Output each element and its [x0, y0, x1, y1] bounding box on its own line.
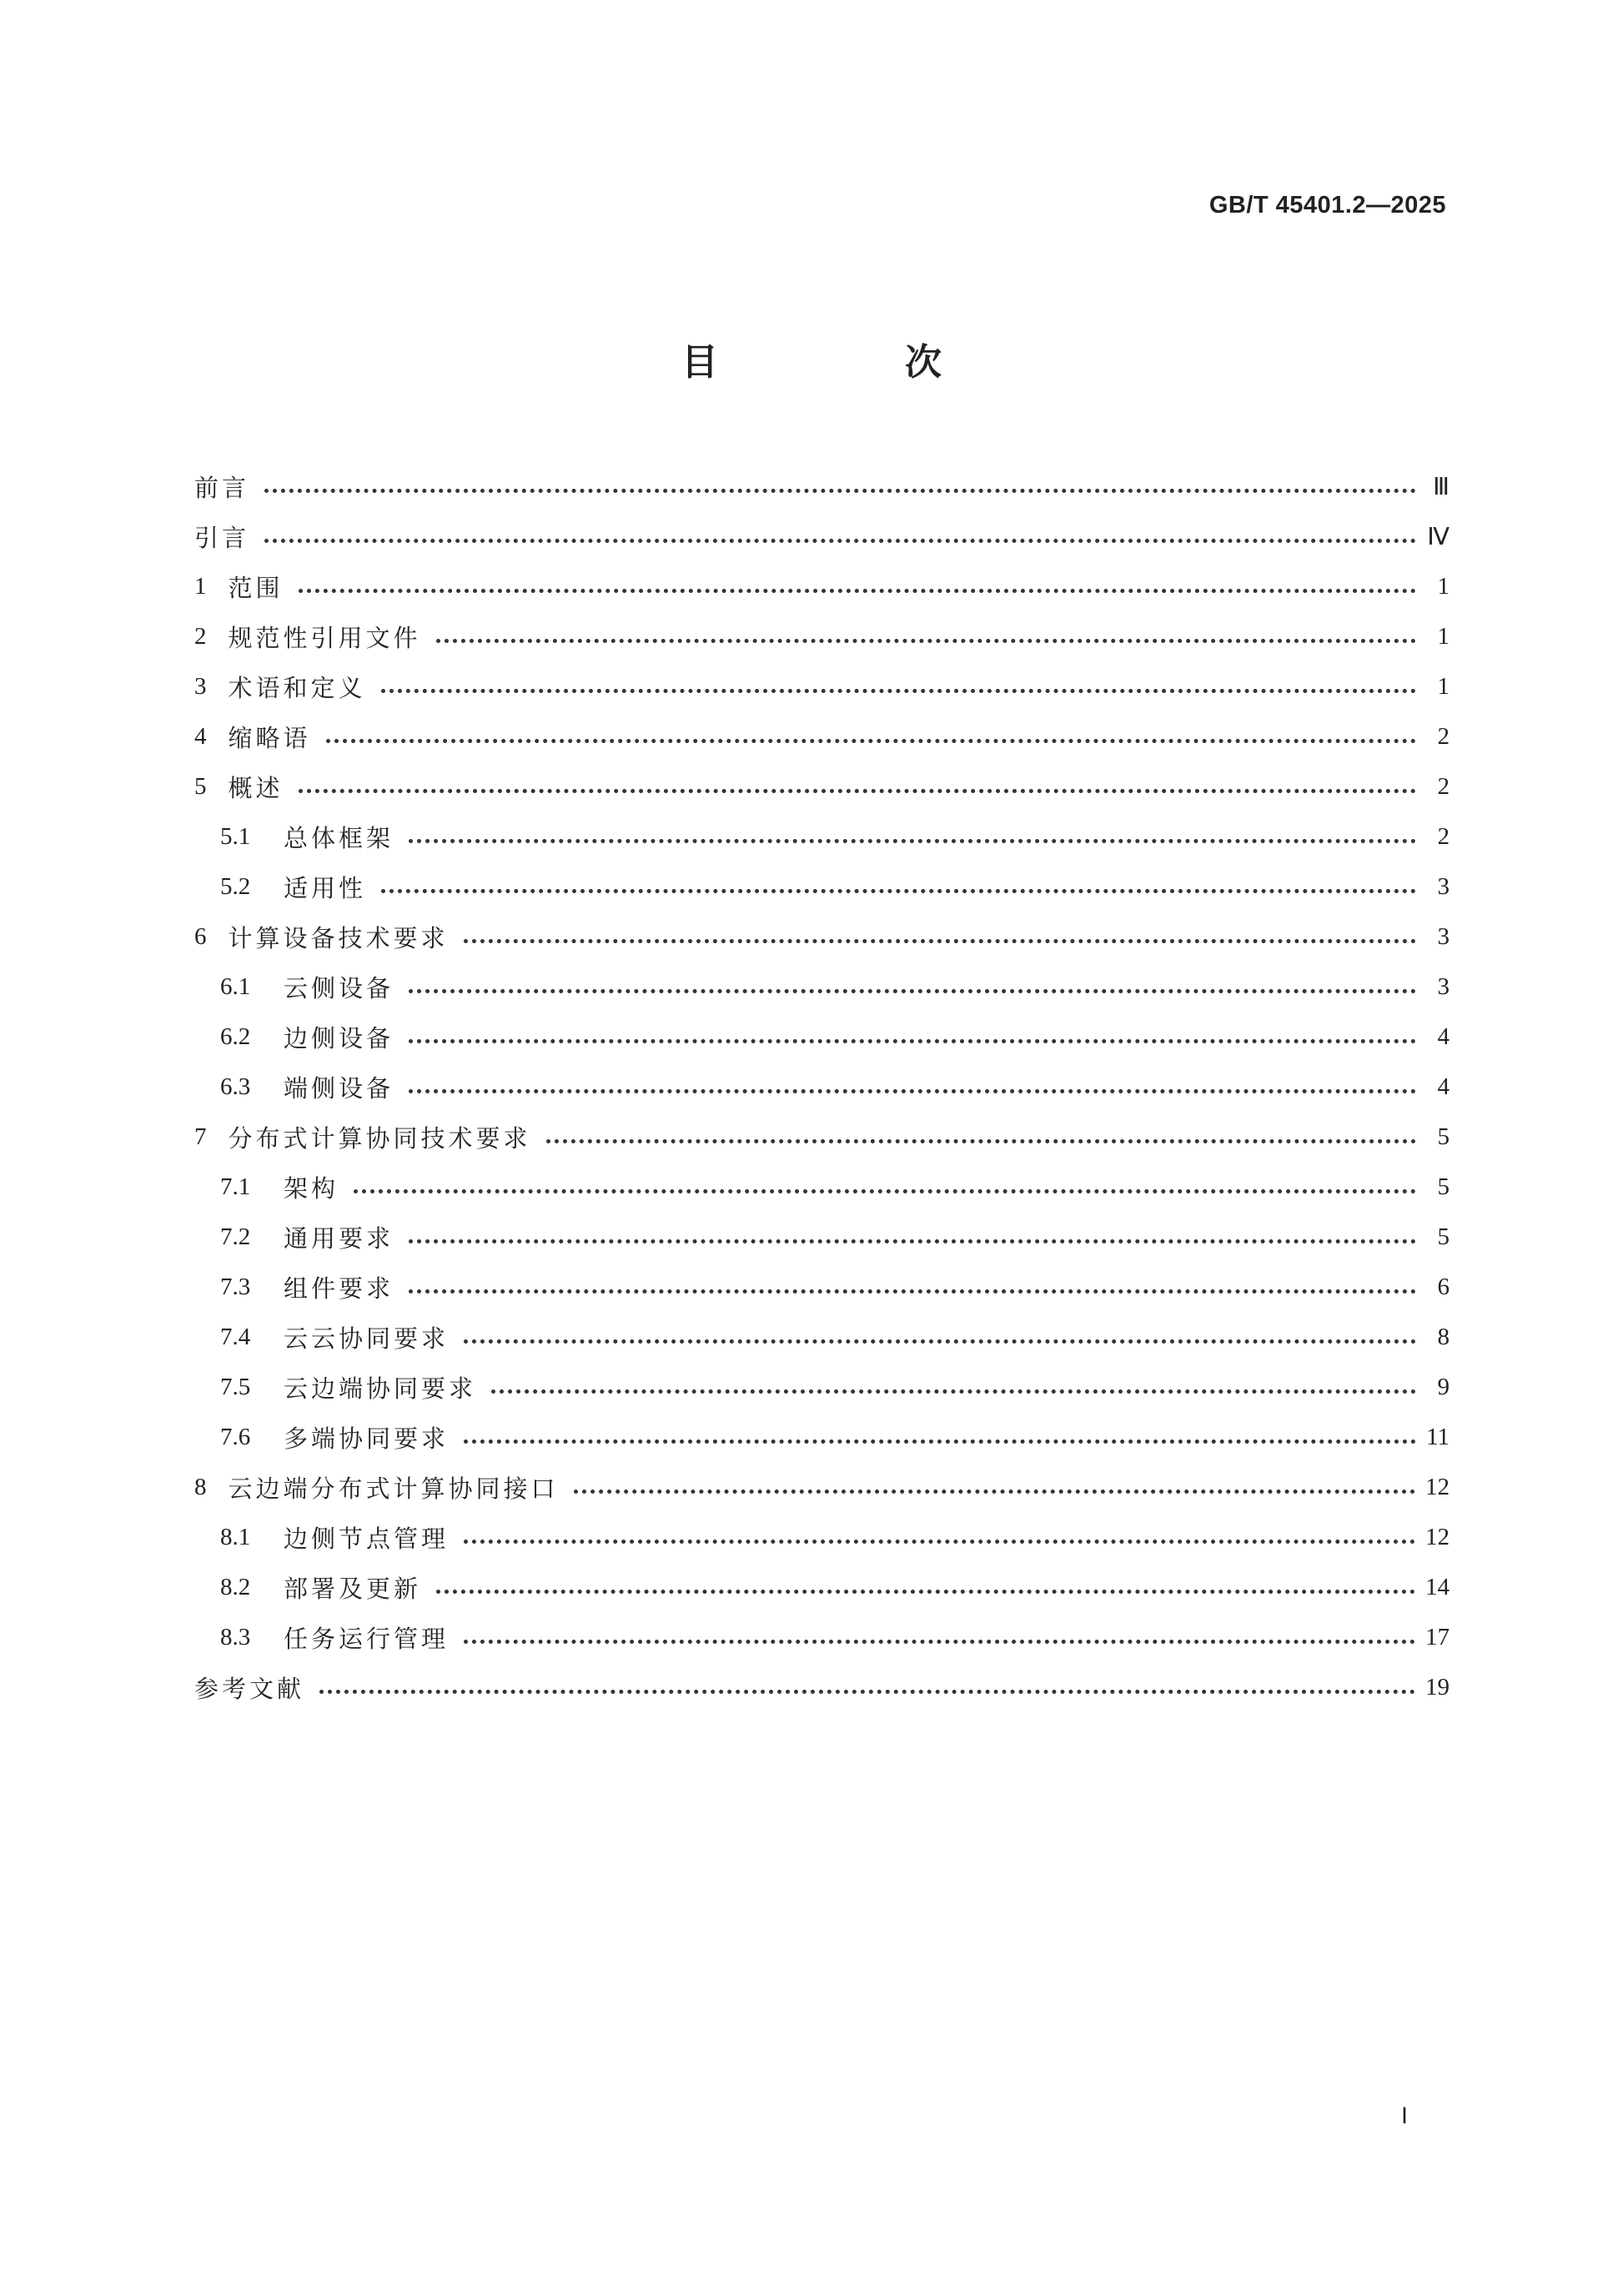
toc-entry-number: 7.1 [220, 1173, 251, 1200]
toc-entry[interactable] [194, 1662, 1450, 1712]
toc-entry-title: 云边端协同要求 [284, 1374, 477, 1403]
toc-dot-leader [354, 1189, 1416, 1193]
toc-dot-leader [409, 1089, 1416, 1093]
toc-entry[interactable] [194, 1362, 1450, 1412]
toc-entry-number: 7.5 [220, 1373, 251, 1400]
toc-entry-number: 8.2 [220, 1573, 251, 1600]
toc-entry-page: 4 [1437, 1022, 1450, 1050]
toc-entry-number: 1 [194, 572, 207, 600]
toc-entry-title: 云云协同要求 [284, 1324, 450, 1353]
toc-dot-leader [436, 1590, 1415, 1594]
toc-entry-page: 1 [1437, 672, 1450, 700]
toc-entry[interactable] [194, 1512, 1450, 1562]
toc-entry[interactable] [194, 1612, 1450, 1662]
toc-entry-page: 2 [1437, 772, 1450, 800]
toc-dot-leader [464, 1640, 1415, 1644]
toc-entry-page: 12 [1425, 1523, 1450, 1550]
toc-entry[interactable] [194, 1312, 1450, 1362]
toc-entry-number: 3 [194, 672, 207, 700]
page-number: Ⅰ [1401, 2103, 1408, 2128]
toc-entry-page: 14 [1425, 1573, 1450, 1600]
toc-entry[interactable] [194, 461, 1450, 511]
toc-entry[interactable] [194, 561, 1450, 611]
toc-entry-title: 总体框架 [284, 823, 394, 852]
toc-entry[interactable] [194, 811, 1450, 862]
toc-entry-number: 7.6 [220, 1423, 251, 1450]
toc-entry-number: 4 [194, 722, 207, 750]
toc-entry-page: 5 [1437, 1173, 1450, 1200]
toc-entry[interactable] [194, 1212, 1450, 1262]
toc-entry-number: 5.2 [220, 872, 251, 900]
toc-entry-page: 4 [1437, 1073, 1450, 1100]
toc-entry-number: 8.1 [220, 1523, 251, 1550]
toc-entry-title: 分布式计算协同技术要求 [228, 1123, 531, 1153]
toc-dot-leader [299, 589, 1416, 593]
toc-dot-leader [264, 539, 1416, 543]
toc-entry-title: 缩略语 [228, 723, 311, 752]
toc-entry-page: 2 [1437, 822, 1450, 850]
toc-entry-number: 7 [194, 1123, 207, 1150]
toc-entry[interactable] [194, 611, 1450, 661]
toc-entry-title: 架构 [284, 1173, 339, 1203]
toc-title: 目 次 [681, 341, 1017, 384]
toc-entry-title: 概述 [228, 773, 284, 802]
toc-entry[interactable] [194, 1262, 1450, 1312]
toc-entry-number: 7.2 [220, 1223, 251, 1250]
toc-entry[interactable] [194, 661, 1450, 711]
toc-entry-page: 8 [1437, 1323, 1450, 1350]
toc-entry-number: 6.2 [220, 1022, 251, 1050]
toc-entry[interactable] [194, 1562, 1450, 1612]
toc-dot-leader [319, 1690, 1415, 1694]
toc-entry-page: 3 [1437, 972, 1450, 1000]
toc-entry-number: 5 [194, 772, 207, 800]
toc-entry-title: 通用要求 [284, 1223, 394, 1253]
toc-dot-leader [409, 989, 1416, 993]
toc-entry-number: 8 [194, 1473, 207, 1500]
toc-entry[interactable] [194, 511, 1450, 561]
toc-dot-leader [381, 889, 1416, 893]
toc-dot-leader [409, 1239, 1416, 1243]
toc-dot-leader [409, 1289, 1416, 1294]
standard-number: GB/T 45401.2—2025 [1208, 192, 1446, 219]
table-of-contents [194, 461, 1450, 1712]
toc-entry-number: 5.1 [220, 822, 251, 850]
toc-entry-page: 5 [1437, 1123, 1450, 1150]
toc-entry-page: 1 [1437, 572, 1450, 600]
toc-entry-page: Ⅲ [1433, 473, 1450, 500]
toc-entry[interactable] [194, 761, 1450, 811]
toc-entry-title: 前言 [194, 473, 250, 502]
toc-dot-leader [436, 639, 1416, 643]
toc-entry-title: 规范性引用文件 [228, 623, 421, 652]
toc-entry-title: 端侧设备 [284, 1073, 394, 1103]
toc-entry-page: 17 [1425, 1623, 1450, 1650]
toc-dot-leader [264, 489, 1416, 493]
toc-dot-leader [574, 1490, 1415, 1494]
toc-entry-title: 云边端分布式计算协同接口 [228, 1474, 559, 1503]
toc-entry[interactable] [194, 1112, 1450, 1162]
toc-entry[interactable] [194, 711, 1450, 761]
toc-entry-title: 术语和定义 [228, 673, 366, 702]
toc-entry-page: Ⅳ [1427, 523, 1450, 550]
toc-entry-title: 适用性 [284, 873, 367, 902]
toc-dot-leader [546, 1139, 1416, 1143]
toc-entry-title: 计算设备技术要求 [228, 923, 449, 952]
toc-entry[interactable] [194, 1462, 1450, 1512]
toc-dot-leader [464, 1540, 1415, 1544]
toc-entry-number: 6.1 [220, 972, 251, 1000]
toc-dot-leader [409, 839, 1416, 843]
toc-entry-page: 9 [1437, 1373, 1450, 1400]
toc-entry-page: 1 [1437, 622, 1450, 650]
toc-dot-leader [464, 1439, 1416, 1444]
toc-entry-title: 云侧设备 [284, 973, 394, 1002]
toc-entry[interactable] [194, 1162, 1450, 1212]
toc-dot-leader [464, 1339, 1416, 1344]
toc-dot-leader [299, 789, 1416, 793]
toc-entry-number: 6 [194, 922, 207, 950]
toc-entry-title: 任务运行管理 [284, 1624, 450, 1653]
toc-entry-title: 边侧设备 [284, 1023, 394, 1053]
toc-dot-leader [464, 939, 1416, 943]
toc-entry-title: 边侧节点管理 [284, 1524, 450, 1553]
toc-dot-leader [381, 689, 1416, 693]
toc-dot-leader [409, 1039, 1416, 1043]
toc-entry-page: 3 [1437, 922, 1450, 950]
toc-entry[interactable] [194, 862, 1450, 912]
toc-entry-title: 多端协同要求 [284, 1424, 450, 1453]
toc-entry-title: 部署及更新 [284, 1574, 422, 1603]
toc-dot-leader [491, 1389, 1416, 1394]
toc-entry[interactable] [194, 1062, 1450, 1112]
toc-entry-title: 组件要求 [284, 1274, 394, 1303]
toc-entry-number: 7.3 [220, 1273, 251, 1300]
toc-entry-page: 5 [1437, 1223, 1450, 1250]
toc-dot-leader [326, 739, 1416, 743]
toc-entry-number: 7.4 [220, 1323, 251, 1350]
toc-entry-page: 19 [1425, 1673, 1450, 1701]
toc-entry-number: 6.3 [220, 1073, 251, 1100]
toc-entry-title: 范围 [228, 573, 284, 602]
toc-entry-page: 2 [1437, 722, 1450, 750]
toc-entry[interactable] [194, 962, 1450, 1012]
toc-entry-page: 3 [1437, 872, 1450, 900]
toc-entry-title: 参考文献 [194, 1674, 305, 1703]
toc-entry-page: 6 [1437, 1273, 1450, 1300]
toc-entry-page: 12 [1425, 1473, 1450, 1500]
toc-entry[interactable] [194, 1412, 1450, 1462]
toc-entry[interactable] [194, 1012, 1450, 1062]
toc-entry[interactable] [194, 912, 1450, 962]
toc-entry-number: 8.3 [220, 1623, 251, 1650]
toc-entry-title: 引言 [194, 523, 250, 552]
toc-entry-page: 11 [1426, 1423, 1450, 1450]
toc-entry-number: 2 [194, 622, 207, 650]
